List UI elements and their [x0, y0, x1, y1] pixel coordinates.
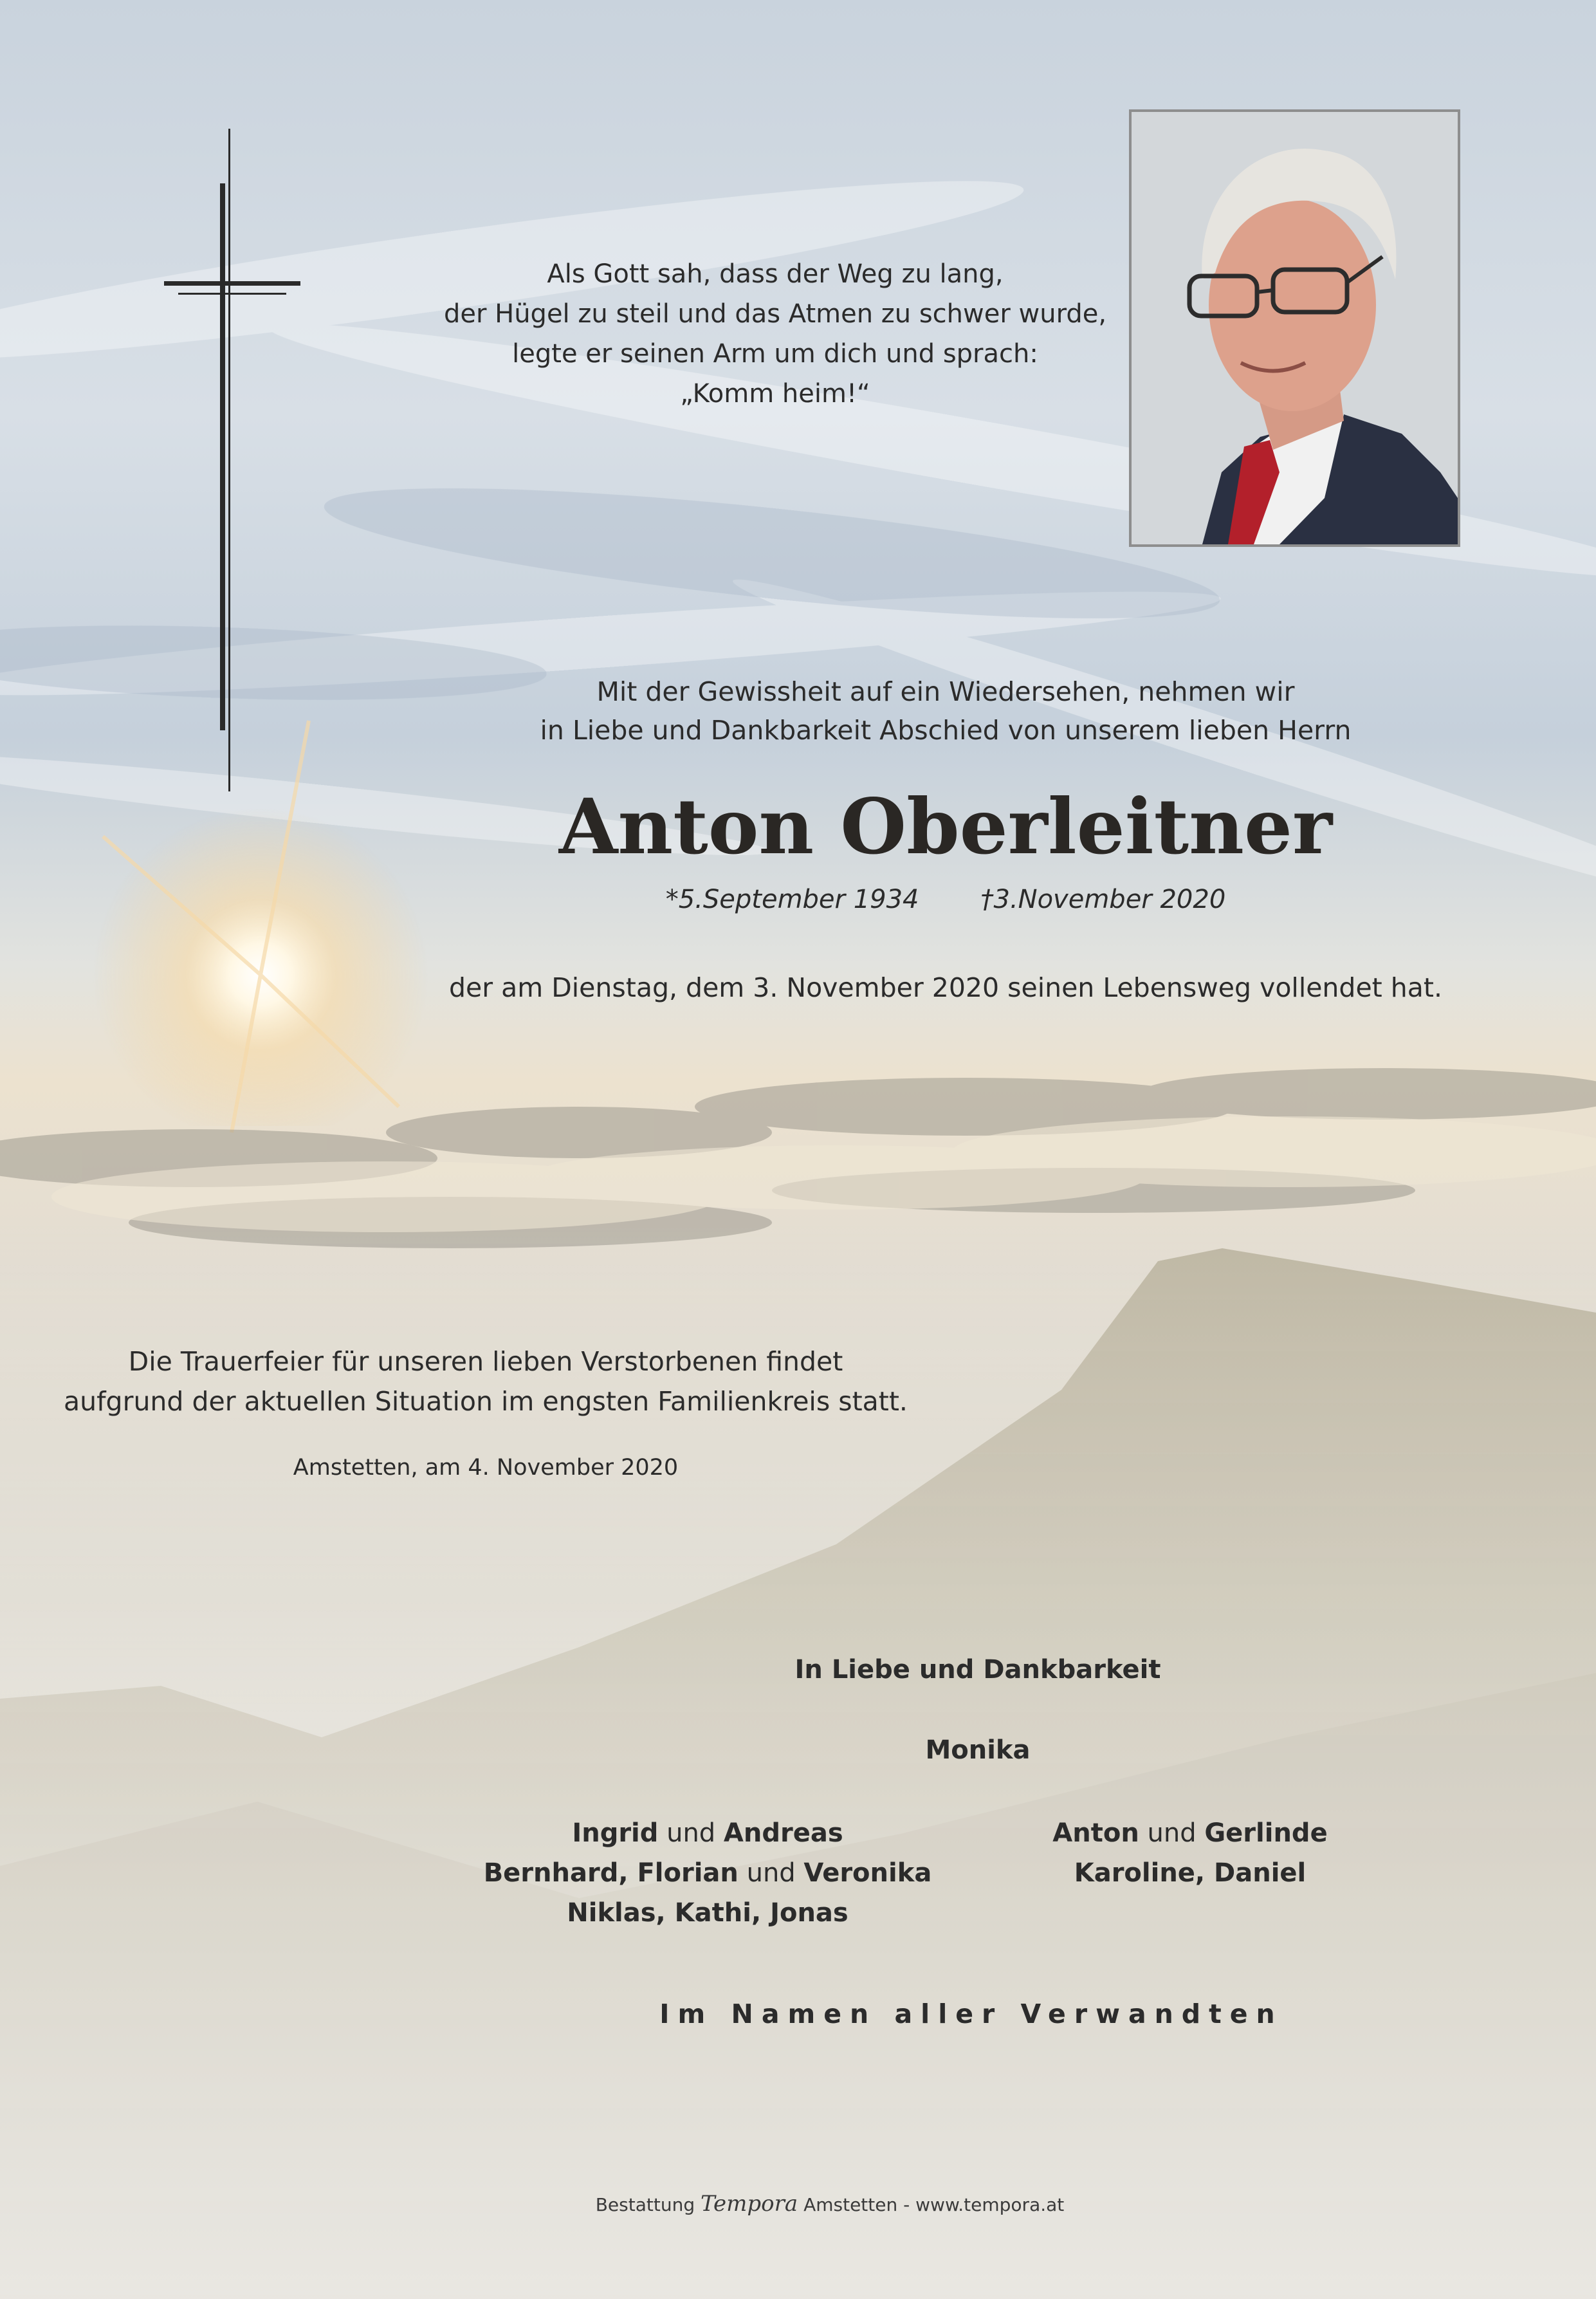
footer [412, 2188, 1248, 2221]
death-date: †3.November 2020 [980, 885, 1226, 914]
quote-line: der Hügel zu steil und das Atmen zu schwer wurde, [443, 299, 1107, 329]
intro-line-2: in Liebe und Dankbarkeit Abschied von unserem lieben Herrn [540, 715, 1352, 746]
ceremony-line-2: aufgrund der aktuellen Situation im engsten Familienkreis statt. [64, 1386, 908, 1417]
place-date: Amstetten, am 4. November 2020 [293, 1455, 679, 1481]
intro-line-1: Mit der Gewissheit auf ein Wiedersehen, nehmen wir [596, 676, 1295, 707]
mourners-right [965, 1813, 1415, 1893]
mourner-line: Niklas, Kathi, Jonas [567, 1898, 848, 1928]
gratitude-heading: In Liebe und Dankbarkeit [794, 1655, 1161, 1685]
life-dates [450, 880, 1441, 919]
deceased-name: Anton Oberleitner [558, 782, 1333, 871]
mourner-line: Karoline, Daniel [1074, 1858, 1307, 1888]
footer-brand-logo: Tempora [701, 2191, 798, 2217]
quote-line: Als Gott sah, dass der Weg zu lang, [547, 259, 1004, 289]
footer-prefix: Bestattung [595, 2194, 701, 2215]
mourner-line [450, 1813, 965, 1853]
mourners-left [450, 1813, 965, 1933]
mourner-name: Andreas [723, 1818, 843, 1848]
and-word: und [1139, 1818, 1205, 1848]
and-word: und [658, 1818, 724, 1848]
mourner-name: Anton [1052, 1818, 1139, 1848]
mourner-spouse: Monika [925, 1735, 1031, 1765]
ceremony-line-1: Die Trauerfeier für unseren lieben Verstorbenen findet [128, 1346, 843, 1377]
quote-line: „Komm heim!“ [680, 379, 870, 409]
mourner-name: Ingrid [572, 1818, 659, 1848]
mourner-line [450, 1853, 965, 1893]
mourner-name: Gerlinde [1204, 1818, 1328, 1848]
mourner-name: Bernhard, Florian [483, 1858, 738, 1888]
cross-icon [164, 129, 306, 798]
quote-line: legte er seinen Arm um dich und sprach: [512, 339, 1038, 369]
intro-text [450, 672, 1441, 750]
mourner-line [965, 1813, 1415, 1853]
portrait-image [1132, 112, 1458, 544]
passed-text: der am Dienstag, dem 3. November 2020 seinen Lebensweg vollendet hat. [448, 972, 1442, 1003]
ceremony-text [39, 1342, 933, 1421]
relatives-line: Im Namen aller Verwandten [659, 1999, 1283, 2029]
portrait-photo [1129, 109, 1460, 547]
birth-date: *5.September 1934 [665, 885, 919, 914]
quote [360, 254, 1190, 414]
mourner-name: Veronika [803, 1858, 932, 1888]
footer-suffix: Amstetten - www.tempora.at [798, 2194, 1065, 2215]
and-word: und [738, 1858, 804, 1888]
